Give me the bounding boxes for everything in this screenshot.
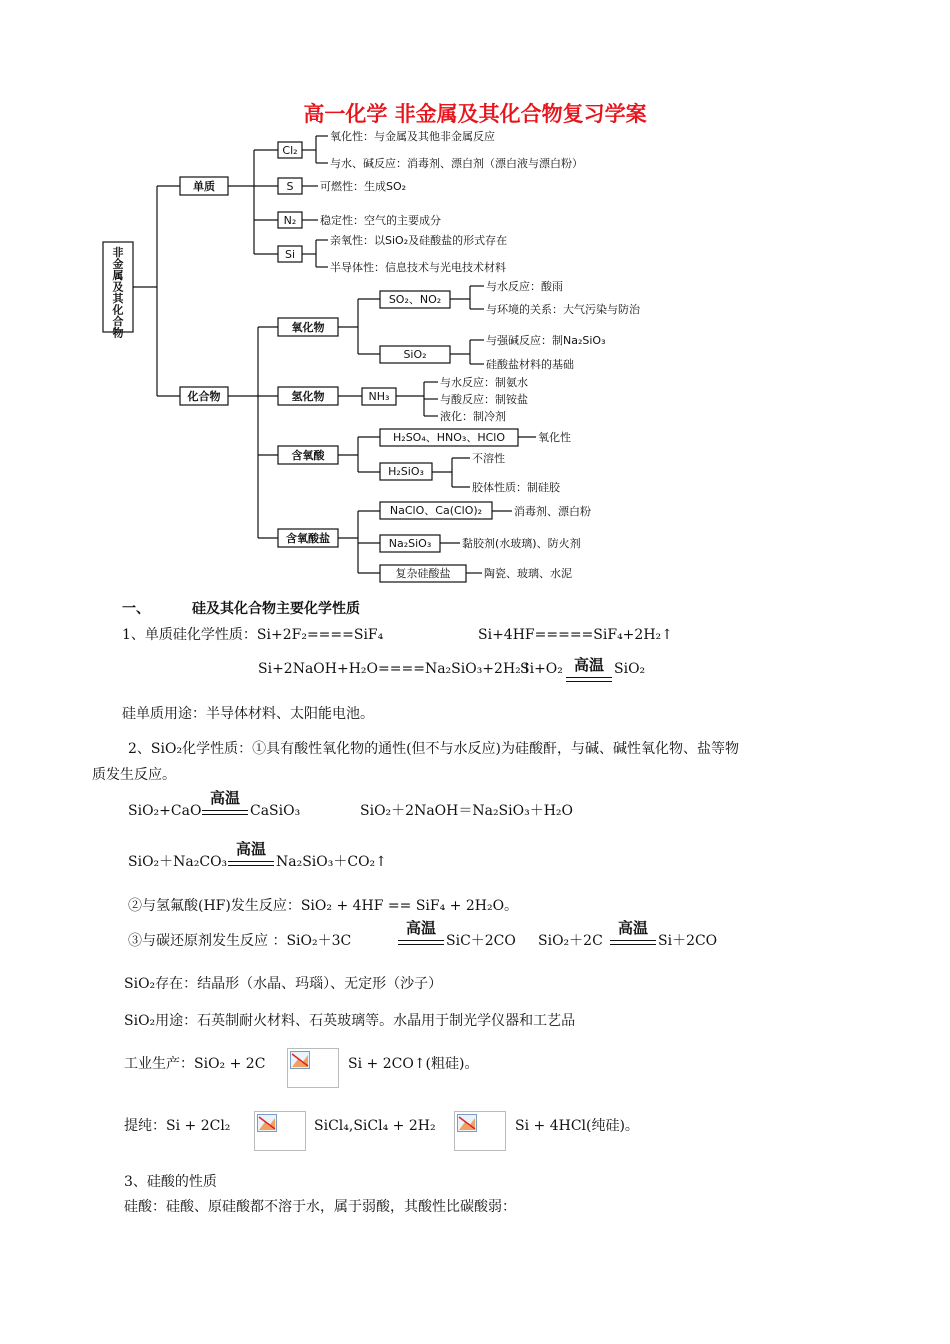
note-na2sio3: 黏胶剂(水玻璃)、防火剂 [462, 537, 581, 550]
industrial-left: 工业生产：SiO₂ + 2C [124, 1056, 266, 1072]
eq-sio2-na2co3-left: SiO₂＋Na₂CO₃ [128, 854, 228, 870]
condition-high-temp: 高温 [566, 654, 612, 682]
eq-si-naoh: Si+2NaOH+H₂O====Na₂SiO₃+2H₂↑ [258, 661, 533, 677]
note-so2no2-1: 与水反应：酸雨 [486, 280, 563, 293]
note-naclo: 消毒剂、漂白粉 [514, 505, 591, 518]
branch-element-label: 单质 [193, 180, 215, 193]
purify-left: 提纯：Si + 2Cl₂ [124, 1118, 231, 1134]
eq-sio2-2c-left: SiO₂＋2C [538, 933, 603, 949]
eq-sio2-c-mid: SiC＋2CO [446, 933, 516, 949]
note-nh3-3: 液化：制冷剂 [440, 410, 506, 423]
eq-si-hf: Si+4HF=====SiF₄+2H₂↑ [478, 627, 673, 643]
condition-high-temp: 高温 [610, 917, 656, 945]
note-cl2-1: 氧化性：与金属及其他非金属反应 [330, 130, 495, 143]
note-cl2-2: 与水、碱反应：消毒剂、漂白剂（漂白液与漂白粉） [330, 157, 583, 170]
note-so2no2-2: 与环境的关系：大气污染与防治 [486, 303, 640, 316]
note-nh3-1: 与水反应：制氨水 [440, 376, 528, 389]
eq-sio2-cao-left: SiO₂+CaO [128, 803, 202, 819]
eq-si-o2-right: SiO₂ [614, 661, 646, 677]
condition-high-temp: 高温 [398, 917, 444, 945]
node-hydride-label: 氢化物 [291, 390, 325, 403]
eq-sio2-na2co3-right: Na₂SiO₃＋CO₂↑ [276, 854, 387, 870]
purify-mid: SiCl₄,SiCl₄ + 2H₂ [314, 1118, 436, 1134]
note-si-2: 半导体性：信息技术与光电技术材料 [330, 261, 506, 274]
silicic-acid-text: 硅酸：硅酸、原硅酸都不溶于水，属于弱酸，其酸性比碳酸弱： [124, 1199, 516, 1215]
node-oxide-label: 氧化物 [291, 321, 325, 334]
note-s: 可燃性：生成SO₂ [320, 180, 407, 193]
note-sio2-1: 与强碱反应：制Na₂SiO₃ [486, 334, 606, 347]
section-number: 一、 [122, 601, 150, 617]
eq-sio2-hf: ②与氢氟酸(HF)发生反应：SiO₂ + 4HF == SiF₄ + 2H₂O。 [128, 898, 519, 914]
sio2-use: SiO₂用途：石英制耐火材料、石英玻璃等。水晶用于制光学仪器和工艺品 [124, 1013, 576, 1029]
si-use: 硅单质用途：半导体材料、太阳能电池。 [122, 706, 374, 722]
node-cl2-label: Cl₂ [282, 144, 298, 157]
node-oxyacid-label: 含氧酸 [291, 449, 325, 462]
note-n2: 稳定性：空气的主要成分 [320, 214, 441, 227]
node-h2sio3-label: H₂SiO₃ [388, 465, 424, 478]
node-si-label: Si [284, 248, 296, 261]
sio2-props-line2: 质发生反应。 [92, 767, 176, 783]
note-acids: 氧化性 [538, 431, 571, 444]
node-oxysalt-label: 含氧酸盐 [286, 532, 330, 545]
node-n2-label: N₂ [283, 214, 297, 227]
root-label: 非金属及其化合物 [112, 246, 124, 340]
note-h2sio3-2: 胶体性质：制硅胶 [472, 481, 560, 494]
eq-sio2-cao-right: CaSiO₃ [250, 803, 301, 819]
purify-right: Si + 4HCl(纯硅)。 [515, 1118, 639, 1134]
broken-image-icon [454, 1111, 506, 1151]
sio2-props-line1: 2、SiO₂化学性质：①具有酸性氧化物的通性(但不与水反应)为硅酸酐，与碱、碱性氧化物、盐等物 [128, 741, 739, 757]
note-h2sio3-1: 不溶性 [472, 452, 505, 465]
eq-sio2-naoh: SiO₂＋2NaOH＝Na₂SiO₃＋H₂O [360, 803, 574, 819]
eq-si-f2: 1、单质硅化学性质：Si+2F₂====SiF₄ [122, 627, 384, 643]
node-complex-label: 复杂硅酸盐 [395, 567, 451, 580]
node-naclo-label: NaClO、Ca(ClO)₂ [389, 504, 483, 517]
section3-heading: 3、硅酸的性质 [124, 1174, 217, 1190]
note-sio2-2: 硅酸盐材料的基础 [486, 358, 574, 371]
note-complex: 陶瓷、玻璃、水泥 [484, 567, 572, 580]
node-so2no2-label: SO₂、NO₂ [388, 293, 442, 306]
node-nh3-label: NH₃ [368, 390, 390, 403]
node-sio2-label: SiO₂ [403, 348, 427, 361]
eq-si-o2-left: Si+O₂ [520, 661, 563, 677]
section-heading: 硅及其化合物主要化学性质 [192, 601, 360, 617]
condition-high-temp: 高温 [228, 838, 274, 866]
industrial-right: Si + 2CO↑(粗硅)。 [348, 1056, 479, 1072]
broken-image-icon [254, 1111, 306, 1151]
note-si-1: 亲氧性：以SiO₂及硅酸盐的形式存在 [330, 234, 508, 247]
eq-sio2-2c-right: Si＋2CO [658, 933, 718, 949]
node-acids-label: H₂SO₄、HNO₃、HClO [393, 431, 505, 444]
eq-sio2-c-left: ③与碳还原剂发生反应 ：SiO₂＋3C [128, 933, 352, 949]
node-s-label: S [286, 180, 294, 193]
condition-high-temp: 高温 [202, 787, 248, 815]
branch-compound-label: 化合物 [187, 390, 221, 403]
concept-map [0, 0, 950, 600]
page-title: 高一化学 非金属及其化合物复习学案 [303, 102, 647, 126]
sio2-existence: SiO₂存在：结晶形（水晶、玛瑙）、无定形（沙子） [124, 976, 443, 992]
broken-image-icon [287, 1048, 339, 1088]
node-na2sio3-label: Na₂SiO₃ [388, 537, 432, 550]
note-nh3-2: 与酸反应：制铵盐 [440, 393, 528, 406]
